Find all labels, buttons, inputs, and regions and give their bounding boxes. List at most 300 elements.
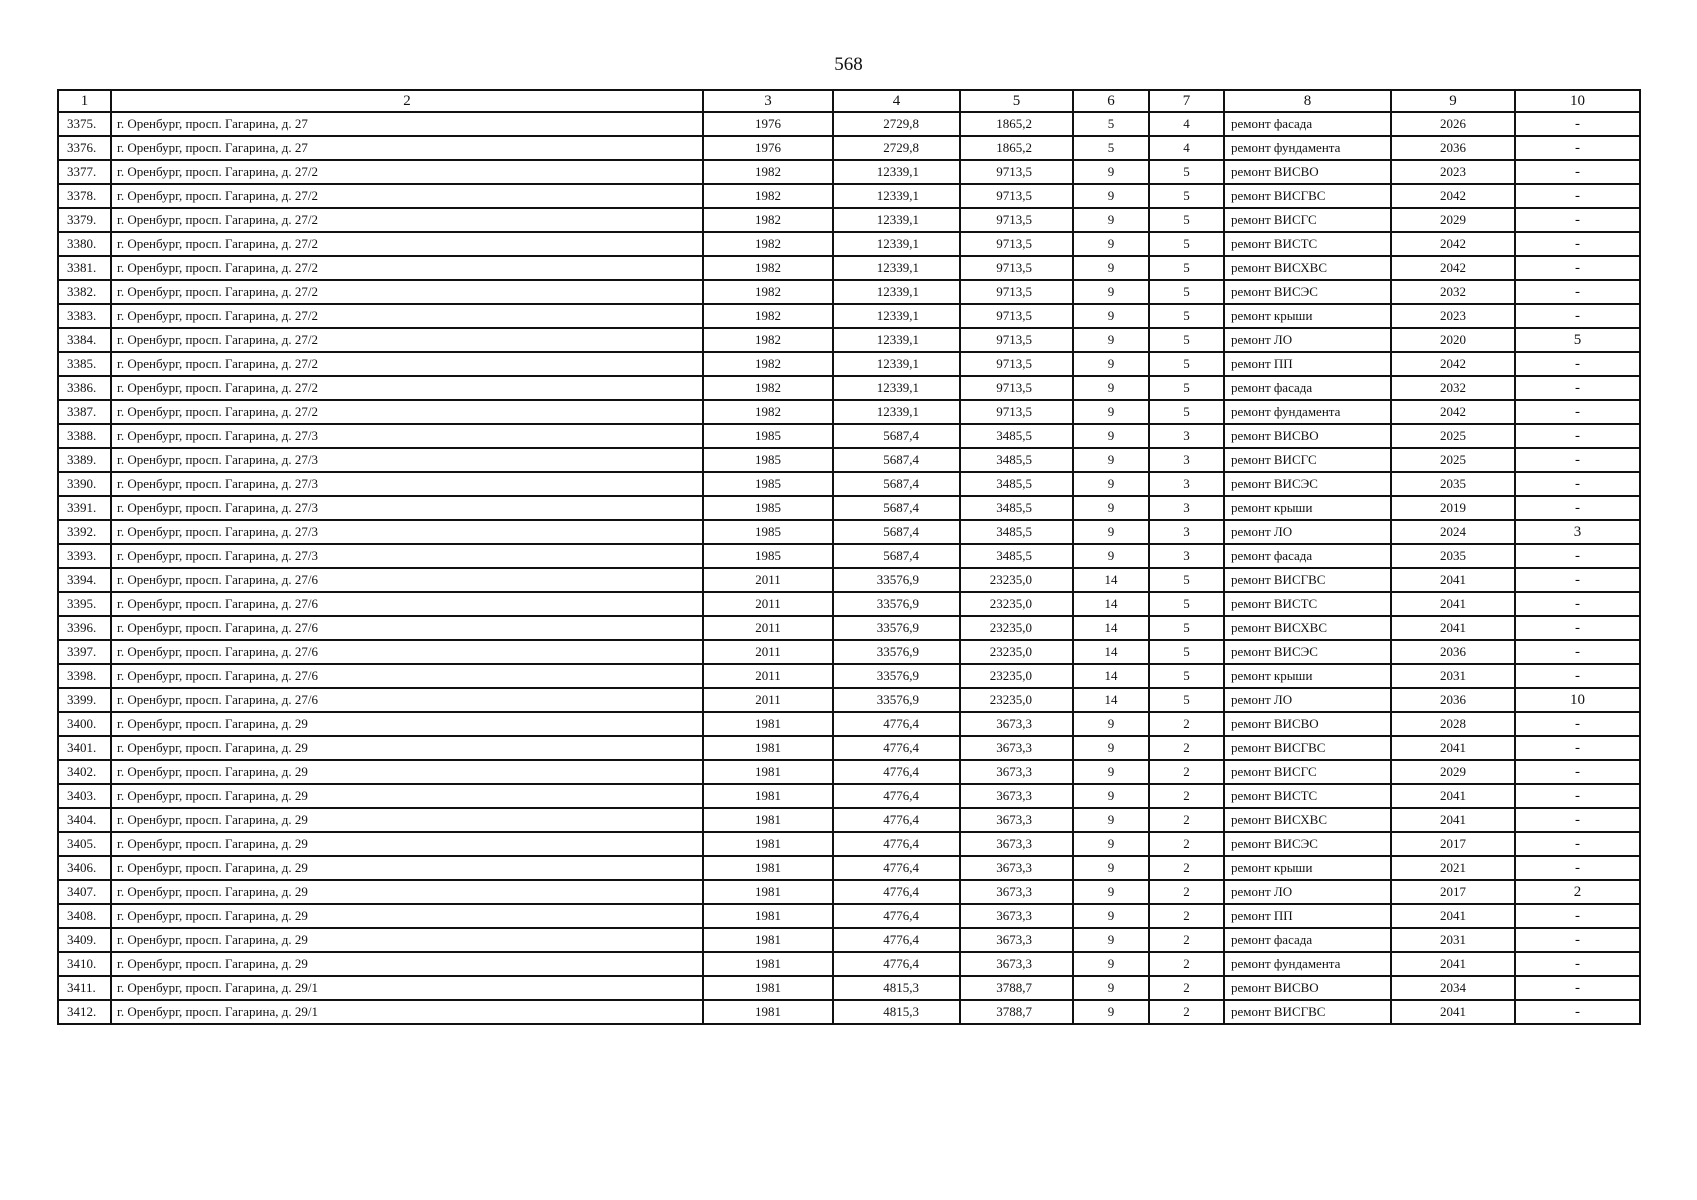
cell-work-type: ремонт ПП [1224,904,1391,928]
cell-total-area: 5687,4 [833,472,960,496]
cell-entrances: 3 [1149,520,1224,544]
cell-address: г. Оренбург, просп. Гагарина, д. 27/2 [111,256,703,280]
cell-row-number: 3398. [58,664,111,688]
cell-row-number: 3412. [58,1000,111,1024]
cell-floors: 14 [1073,640,1149,664]
cell-value-col-10: - [1515,784,1640,808]
cell-living-area: 9713,5 [960,184,1073,208]
cell-address: г. Оренбург, просп. Гагарина, д. 27/2 [111,352,703,376]
cell-row-number: 3378. [58,184,111,208]
cell-entrances: 5 [1149,568,1224,592]
cell-total-area: 4815,3 [833,976,960,1000]
cell-address: г. Оренбург, просп. Гагарина, д. 29/1 [111,1000,703,1024]
cell-living-area: 9713,5 [960,352,1073,376]
cell-planned-year: 2025 [1391,424,1515,448]
cell-row-number: 3403. [58,784,111,808]
cell-planned-year: 2026 [1391,112,1515,136]
cell-living-area: 3673,3 [960,784,1073,808]
cell-floors: 9 [1073,952,1149,976]
cell-living-area: 1865,2 [960,112,1073,136]
cell-living-area: 9713,5 [960,208,1073,232]
cell-work-type: ремонт ВИСХВС [1224,256,1391,280]
cell-total-area: 4776,4 [833,832,960,856]
cell-row-number: 3401. [58,736,111,760]
cell-planned-year: 2041 [1391,952,1515,976]
cell-entrances: 2 [1149,760,1224,784]
cell-entrances: 5 [1149,400,1224,424]
table-row [58,904,1640,928]
cell-year-built: 1982 [703,208,833,232]
table-row [58,184,1640,208]
cell-row-number: 3377. [58,160,111,184]
cell-living-area: 3673,3 [960,760,1073,784]
cell-living-area: 23235,0 [960,568,1073,592]
cell-address: г. Оренбург, просп. Гагарина, д. 27/2 [111,400,703,424]
register-table [57,89,1641,1025]
cell-work-type: ремонт фундамента [1224,400,1391,424]
cell-year-built: 1981 [703,784,833,808]
cell-planned-year: 2035 [1391,472,1515,496]
cell-total-area: 33576,9 [833,568,960,592]
cell-address: г. Оренбург, просп. Гагарина, д. 29 [111,784,703,808]
table-row [58,784,1640,808]
cell-work-type: ремонт фундамента [1224,136,1391,160]
cell-floors: 9 [1073,832,1149,856]
cell-entrances: 5 [1149,184,1224,208]
cell-value-col-10: - [1515,424,1640,448]
cell-row-number: 3384. [58,328,111,352]
cell-row-number: 3409. [58,928,111,952]
cell-work-type: ремонт ВИСЭС [1224,640,1391,664]
cell-year-built: 1985 [703,472,833,496]
cell-total-area: 33576,9 [833,664,960,688]
cell-value-col-10: - [1515,808,1640,832]
cell-living-area: 3485,5 [960,472,1073,496]
cell-planned-year: 2042 [1391,232,1515,256]
cell-work-type: ремонт ВИСЭС [1224,280,1391,304]
cell-planned-year: 2024 [1391,520,1515,544]
cell-row-number: 3379. [58,208,111,232]
cell-living-area: 23235,0 [960,592,1073,616]
cell-floors: 9 [1073,544,1149,568]
cell-total-area: 4776,4 [833,880,960,904]
cell-entrances: 3 [1149,544,1224,568]
column-header-2: 2 [111,90,703,112]
cell-value-col-10: - [1515,760,1640,784]
cell-entrances: 2 [1149,832,1224,856]
cell-year-built: 2011 [703,664,833,688]
cell-value-col-10: 5 [1515,328,1640,352]
cell-value-col-10: - [1515,280,1640,304]
cell-row-number: 3376. [58,136,111,160]
cell-planned-year: 2032 [1391,280,1515,304]
cell-work-type: ремонт крыши [1224,664,1391,688]
cell-year-built: 1982 [703,160,833,184]
cell-work-type: ремонт ВИСХВС [1224,808,1391,832]
cell-living-area: 9713,5 [960,160,1073,184]
cell-total-area: 12339,1 [833,400,960,424]
cell-total-area: 12339,1 [833,160,960,184]
cell-planned-year: 2041 [1391,904,1515,928]
cell-year-built: 1985 [703,544,833,568]
cell-total-area: 4776,4 [833,928,960,952]
cell-planned-year: 2036 [1391,640,1515,664]
cell-row-number: 3382. [58,280,111,304]
table-row [58,976,1640,1000]
cell-total-area: 33576,9 [833,616,960,640]
cell-total-area: 4776,4 [833,736,960,760]
cell-living-area: 3673,3 [960,880,1073,904]
table-row [58,304,1640,328]
cell-year-built: 1985 [703,424,833,448]
cell-work-type: ремонт фундамента [1224,952,1391,976]
cell-work-type: ремонт ВИСВО [1224,976,1391,1000]
cell-work-type: ремонт ВИСГВС [1224,568,1391,592]
cell-year-built: 1981 [703,976,833,1000]
cell-address: г. Оренбург, просп. Гагарина, д. 27/3 [111,520,703,544]
cell-planned-year: 2031 [1391,664,1515,688]
cell-floors: 9 [1073,1000,1149,1024]
cell-planned-year: 2041 [1391,784,1515,808]
table-row [58,592,1640,616]
cell-address: г. Оренбург, просп. Гагарина, д. 27/2 [111,184,703,208]
cell-row-number: 3404. [58,808,111,832]
cell-entrances: 5 [1149,688,1224,712]
cell-value-col-10: - [1515,304,1640,328]
cell-floors: 9 [1073,304,1149,328]
cell-value-col-10: - [1515,928,1640,952]
cell-floors: 9 [1073,376,1149,400]
cell-row-number: 3408. [58,904,111,928]
cell-floors: 9 [1073,328,1149,352]
cell-value-col-10: - [1515,640,1640,664]
cell-entrances: 2 [1149,904,1224,928]
cell-value-col-10: - [1515,184,1640,208]
cell-living-area: 3673,3 [960,928,1073,952]
cell-planned-year: 2035 [1391,544,1515,568]
cell-floors: 9 [1073,424,1149,448]
cell-total-area: 4776,4 [833,784,960,808]
cell-planned-year: 2034 [1391,976,1515,1000]
cell-floors: 9 [1073,256,1149,280]
cell-value-col-10: - [1515,544,1640,568]
cell-entrances: 2 [1149,880,1224,904]
cell-year-built: 1981 [703,808,833,832]
cell-value-col-10: - [1515,472,1640,496]
cell-year-built: 1981 [703,1000,833,1024]
cell-work-type: ремонт фасада [1224,544,1391,568]
cell-value-col-10: - [1515,1000,1640,1024]
cell-planned-year: 2036 [1391,688,1515,712]
cell-total-area: 5687,4 [833,544,960,568]
cell-floors: 9 [1073,208,1149,232]
cell-planned-year: 2023 [1391,304,1515,328]
table-row [58,352,1640,376]
cell-total-area: 12339,1 [833,184,960,208]
cell-address: г. Оренбург, просп. Гагарина, д. 27/2 [111,232,703,256]
cell-row-number: 3396. [58,616,111,640]
cell-year-built: 1982 [703,328,833,352]
cell-address: г. Оренбург, просп. Гагарина, д. 27/2 [111,304,703,328]
cell-row-number: 3385. [58,352,111,376]
cell-year-built: 2011 [703,640,833,664]
cell-row-number: 3410. [58,952,111,976]
cell-total-area: 5687,4 [833,496,960,520]
table-row [58,664,1640,688]
cell-year-built: 1985 [703,520,833,544]
cell-work-type: ремонт крыши [1224,496,1391,520]
cell-year-built: 1981 [703,904,833,928]
cell-row-number: 3389. [58,448,111,472]
cell-year-built: 1985 [703,496,833,520]
cell-address: г. Оренбург, просп. Гагарина, д. 29 [111,712,703,736]
cell-living-area: 3673,3 [960,952,1073,976]
cell-floors: 9 [1073,400,1149,424]
cell-floors: 9 [1073,184,1149,208]
cell-year-built: 1981 [703,952,833,976]
cell-row-number: 3391. [58,496,111,520]
cell-living-area: 9713,5 [960,256,1073,280]
cell-living-area: 1865,2 [960,136,1073,160]
cell-entrances: 5 [1149,640,1224,664]
cell-address: г. Оренбург, просп. Гагарина, д. 29 [111,736,703,760]
cell-living-area: 9713,5 [960,232,1073,256]
cell-address: г. Оренбург, просп. Гагарина, д. 29 [111,904,703,928]
cell-year-built: 1985 [703,448,833,472]
cell-entrances: 4 [1149,136,1224,160]
table-row [58,880,1640,904]
cell-planned-year: 2042 [1391,184,1515,208]
cell-year-built: 1982 [703,400,833,424]
cell-planned-year: 2031 [1391,928,1515,952]
cell-living-area: 3673,3 [960,808,1073,832]
cell-total-area: 12339,1 [833,256,960,280]
cell-value-col-10: - [1515,352,1640,376]
cell-total-area: 5687,4 [833,424,960,448]
cell-value-col-10: - [1515,208,1640,232]
cell-living-area: 3485,5 [960,424,1073,448]
cell-address: г. Оренбург, просп. Гагарина, д. 29 [111,760,703,784]
cell-address: г. Оренбург, просп. Гагарина, д. 29 [111,928,703,952]
cell-work-type: ремонт ВИСТС [1224,784,1391,808]
cell-work-type: ремонт ВИСГС [1224,760,1391,784]
cell-work-type: ремонт ВИСГС [1224,208,1391,232]
cell-total-area: 12339,1 [833,280,960,304]
cell-address: г. Оренбург, просп. Гагарина, д. 29/1 [111,976,703,1000]
cell-value-col-10: - [1515,256,1640,280]
cell-address: г. Оренбург, просп. Гагарина, д. 27/2 [111,328,703,352]
cell-work-type: ремонт фасада [1224,376,1391,400]
cell-year-built: 2011 [703,592,833,616]
cell-year-built: 1976 [703,112,833,136]
cell-entrances: 2 [1149,784,1224,808]
cell-year-built: 1982 [703,280,833,304]
column-header-4: 4 [833,90,960,112]
cell-value-col-10: - [1515,136,1640,160]
cell-planned-year: 2019 [1391,496,1515,520]
cell-planned-year: 2017 [1391,880,1515,904]
cell-planned-year: 2028 [1391,712,1515,736]
cell-year-built: 1982 [703,376,833,400]
cell-work-type: ремонт фасада [1224,928,1391,952]
cell-entrances: 5 [1149,256,1224,280]
cell-work-type: ремонт ВИСВО [1224,712,1391,736]
cell-living-area: 3673,3 [960,712,1073,736]
cell-entrances: 5 [1149,232,1224,256]
cell-floors: 14 [1073,664,1149,688]
cell-total-area: 12339,1 [833,208,960,232]
cell-row-number: 3386. [58,376,111,400]
cell-planned-year: 2025 [1391,448,1515,472]
cell-planned-year: 2041 [1391,736,1515,760]
cell-living-area: 9713,5 [960,328,1073,352]
cell-value-col-10: - [1515,496,1640,520]
cell-planned-year: 2041 [1391,616,1515,640]
table-row [58,688,1640,712]
cell-entrances: 5 [1149,376,1224,400]
column-header-7: 7 [1149,90,1224,112]
cell-work-type: ремонт ВИСГВС [1224,1000,1391,1024]
cell-planned-year: 2020 [1391,328,1515,352]
cell-total-area: 4776,4 [833,904,960,928]
cell-total-area: 12339,1 [833,304,960,328]
column-header-9: 9 [1391,90,1515,112]
table-row [58,808,1640,832]
cell-total-area: 33576,9 [833,688,960,712]
cell-row-number: 3399. [58,688,111,712]
cell-value-col-10: - [1515,976,1640,1000]
cell-entrances: 2 [1149,808,1224,832]
table-row [58,1000,1640,1024]
cell-planned-year: 2041 [1391,592,1515,616]
cell-address: г. Оренбург, просп. Гагарина, д. 29 [111,832,703,856]
cell-total-area: 2729,8 [833,136,960,160]
cell-entrances: 2 [1149,952,1224,976]
cell-row-number: 3394. [58,568,111,592]
cell-entrances: 5 [1149,328,1224,352]
cell-planned-year: 2023 [1391,160,1515,184]
cell-year-built: 2011 [703,568,833,592]
cell-living-area: 23235,0 [960,616,1073,640]
cell-year-built: 1982 [703,304,833,328]
cell-total-area: 12339,1 [833,328,960,352]
cell-planned-year: 2042 [1391,256,1515,280]
cell-work-type: ремонт ВИСЭС [1224,832,1391,856]
table-row [58,736,1640,760]
table-row [58,160,1640,184]
cell-row-number: 3397. [58,640,111,664]
cell-address: г. Оренбург, просп. Гагарина, д. 27/3 [111,472,703,496]
cell-entrances: 2 [1149,976,1224,1000]
cell-floors: 9 [1073,904,1149,928]
cell-planned-year: 2017 [1391,832,1515,856]
cell-entrances: 5 [1149,280,1224,304]
cell-total-area: 4776,4 [833,952,960,976]
cell-total-area: 12339,1 [833,376,960,400]
cell-work-type: ремонт ВИСГВС [1224,736,1391,760]
column-header-8: 8 [1224,90,1391,112]
cell-floors: 14 [1073,616,1149,640]
cell-living-area: 3485,5 [960,496,1073,520]
cell-floors: 9 [1073,736,1149,760]
cell-floors: 9 [1073,928,1149,952]
cell-value-col-10: - [1515,832,1640,856]
cell-total-area: 2729,8 [833,112,960,136]
cell-address: г. Оренбург, просп. Гагарина, д. 27/2 [111,160,703,184]
cell-planned-year: 2036 [1391,136,1515,160]
cell-value-col-10: - [1515,568,1640,592]
cell-row-number: 3383. [58,304,111,328]
cell-work-type: ремонт ЛО [1224,688,1391,712]
cell-address: г. Оренбург, просп. Гагарина, д. 29 [111,880,703,904]
cell-work-type: ремонт крыши [1224,856,1391,880]
cell-address: г. Оренбург, просп. Гагарина, д. 27/6 [111,568,703,592]
cell-year-built: 2011 [703,688,833,712]
cell-work-type: ремонт ВИСГС [1224,448,1391,472]
table-row [58,472,1640,496]
cell-living-area: 3673,3 [960,856,1073,880]
cell-floors: 14 [1073,568,1149,592]
register-table-container [57,89,1641,1025]
cell-row-number: 3380. [58,232,111,256]
table-row [58,448,1640,472]
cell-floors: 9 [1073,760,1149,784]
cell-living-area: 3788,7 [960,976,1073,1000]
table-row [58,952,1640,976]
cell-total-area: 33576,9 [833,640,960,664]
table-row [58,712,1640,736]
table-header [58,90,1640,112]
cell-value-col-10: - [1515,664,1640,688]
cell-year-built: 1982 [703,184,833,208]
cell-total-area: 4815,3 [833,1000,960,1024]
cell-planned-year: 2041 [1391,808,1515,832]
cell-planned-year: 2029 [1391,208,1515,232]
cell-row-number: 3388. [58,424,111,448]
table-row [58,256,1640,280]
column-header-1: 1 [58,90,111,112]
cell-address: г. Оренбург, просп. Гагарина, д. 29 [111,856,703,880]
cell-total-area: 12339,1 [833,352,960,376]
cell-total-area: 5687,4 [833,448,960,472]
cell-living-area: 9713,5 [960,376,1073,400]
cell-planned-year: 2042 [1391,400,1515,424]
table-row [58,400,1640,424]
cell-total-area: 33576,9 [833,592,960,616]
cell-year-built: 1981 [703,832,833,856]
cell-floors: 14 [1073,688,1149,712]
cell-living-area: 23235,0 [960,640,1073,664]
cell-year-built: 1981 [703,736,833,760]
cell-floors: 9 [1073,496,1149,520]
cell-floors: 9 [1073,280,1149,304]
cell-value-col-10: - [1515,904,1640,928]
cell-entrances: 2 [1149,712,1224,736]
cell-year-built: 1981 [703,712,833,736]
cell-value-col-10: - [1515,160,1640,184]
cell-planned-year: 2041 [1391,1000,1515,1024]
cell-planned-year: 2029 [1391,760,1515,784]
cell-row-number: 3375. [58,112,111,136]
cell-value-col-10: 3 [1515,520,1640,544]
cell-living-area: 3673,3 [960,904,1073,928]
cell-living-area: 9713,5 [960,280,1073,304]
cell-entrances: 3 [1149,496,1224,520]
table-row [58,832,1640,856]
cell-row-number: 3387. [58,400,111,424]
cell-total-area: 5687,4 [833,520,960,544]
table-row [58,928,1640,952]
